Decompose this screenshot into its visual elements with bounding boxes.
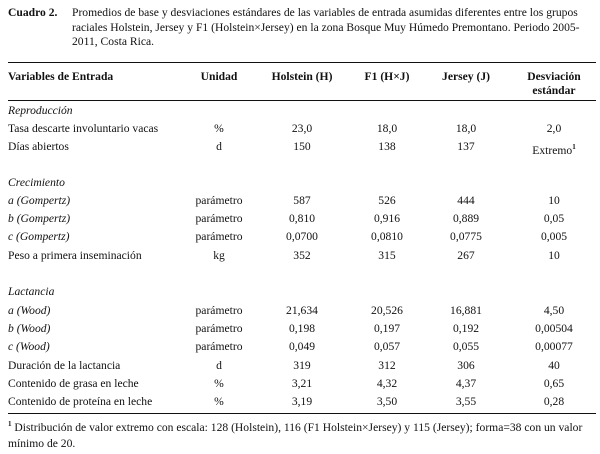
row-var: Tasa descarte involuntario vacas bbox=[8, 122, 159, 135]
row-sd: 0,00077 bbox=[535, 340, 573, 353]
header-estandar: estándar bbox=[532, 84, 576, 97]
row-jersey: 16,881 bbox=[450, 304, 482, 317]
row-var: c (Gompertz) bbox=[8, 230, 70, 243]
header-f1: F1 (H×J) bbox=[364, 70, 410, 83]
bottom-rule bbox=[8, 413, 596, 414]
row-sd bbox=[532, 140, 575, 158]
row-unit: parámetro bbox=[195, 340, 243, 353]
row-f1: 18,0 bbox=[376, 122, 398, 135]
row-jersey: 0,055 bbox=[452, 340, 480, 353]
row-f1: 0,0810 bbox=[371, 230, 403, 243]
row-holstein: 587 bbox=[293, 194, 311, 207]
row-f1: 312 bbox=[378, 359, 396, 372]
row-sd: 0,28 bbox=[543, 395, 565, 408]
row-f1: 526 bbox=[378, 194, 396, 207]
row-jersey: 18,0 bbox=[455, 122, 477, 135]
row-f1: 20,526 bbox=[371, 304, 403, 317]
row-sd: 4,50 bbox=[543, 304, 565, 317]
row-unit: parámetro bbox=[195, 304, 243, 317]
row-sd: 10 bbox=[548, 249, 560, 262]
row-f1: 0,916 bbox=[373, 212, 401, 225]
row-unit: % bbox=[214, 395, 224, 408]
caption-text: Promedios de base y desviaciones estándares de las variables de entrada asumidas diferentes entre los grupos raciales Holstein, Jersey y F1 (Holstein×Jersey) en la zona Bosque Muy Húmedo Premontano. Periodo 2005-2011, Costa Rica. bbox=[72, 6, 580, 48]
top-rule bbox=[8, 62, 596, 63]
row-var: Contenido de proteína en leche bbox=[8, 395, 153, 408]
table-caption bbox=[8, 6, 596, 50]
row-sd: 0,05 bbox=[543, 212, 565, 225]
header-rule bbox=[8, 100, 596, 101]
footnote-marker: 1 bbox=[572, 143, 576, 151]
row-unit: kg bbox=[213, 249, 225, 262]
header-jersey: Jersey (J) bbox=[442, 70, 490, 83]
row-var: c (Wood) bbox=[8, 340, 50, 353]
row-f1: 4,32 bbox=[376, 377, 398, 390]
row-holstein: 319 bbox=[293, 359, 311, 372]
row-holstein: 0,049 bbox=[288, 340, 316, 353]
row-jersey: 137 bbox=[457, 140, 475, 153]
row-var: Peso a primera inseminación bbox=[8, 249, 142, 262]
row-holstein: 3,21 bbox=[291, 377, 313, 390]
row-holstein: 0,810 bbox=[288, 212, 316, 225]
header-desviacion: Desviación bbox=[527, 70, 581, 83]
row-var: a (Gompertz) bbox=[8, 194, 71, 207]
row-sd: 0,005 bbox=[540, 230, 568, 243]
row-jersey: 3,55 bbox=[455, 395, 477, 408]
row-jersey: 306 bbox=[457, 359, 475, 372]
row-unit: d bbox=[216, 140, 222, 153]
section-reproduccion: Reproducción bbox=[8, 104, 73, 117]
row-sd: 40 bbox=[548, 359, 560, 372]
row-jersey: 0,192 bbox=[452, 322, 480, 335]
row-sd: 0,00504 bbox=[535, 322, 573, 335]
section-lactancia: Lactancia bbox=[8, 285, 55, 298]
row-unit: parámetro bbox=[195, 230, 243, 243]
row-f1: 138 bbox=[378, 140, 396, 153]
row-holstein: 3,19 bbox=[291, 395, 313, 408]
row-var: Contenido de grasa en leche bbox=[8, 377, 139, 390]
row-var: Duración de la lactancia bbox=[8, 359, 121, 372]
row-var: Días abiertos bbox=[8, 140, 69, 153]
row-jersey: 0,0775 bbox=[450, 230, 482, 243]
row-jersey: 0,889 bbox=[452, 212, 480, 225]
row-jersey: 267 bbox=[457, 249, 475, 262]
sd-extremo: Extremo bbox=[532, 143, 573, 157]
row-unit: parámetro bbox=[195, 212, 243, 225]
row-jersey: 444 bbox=[457, 194, 475, 207]
row-unit: d bbox=[216, 359, 222, 372]
header-variables: Variables de Entrada bbox=[8, 70, 114, 83]
row-unit: % bbox=[214, 377, 224, 390]
row-sd: 0,65 bbox=[543, 377, 565, 390]
row-jersey: 4,37 bbox=[455, 377, 477, 390]
header-unidad: Unidad bbox=[200, 70, 238, 83]
footnote-text: Distribución de valor extremo con escala: 128 (Holstein), 116 (F1 Holstein×Jersey) y 115 (Jersey); forma=38 con un valor mínimo de 20. bbox=[8, 420, 583, 450]
footnote-number: 1 bbox=[8, 420, 12, 428]
row-holstein: 21,634 bbox=[286, 304, 318, 317]
row-unit: parámetro bbox=[195, 194, 243, 207]
footnote bbox=[8, 416, 596, 452]
row-holstein: 0,0700 bbox=[286, 230, 318, 243]
header-holstein: Holstein (H) bbox=[271, 70, 333, 83]
row-holstein: 0,198 bbox=[288, 322, 316, 335]
row-var: b (Gompertz) bbox=[8, 212, 71, 225]
row-holstein: 23,0 bbox=[291, 122, 313, 135]
row-unit: % bbox=[214, 122, 224, 135]
section-crecimiento: Crecimiento bbox=[8, 176, 65, 189]
caption-label: Cuadro 2. bbox=[8, 6, 58, 19]
row-holstein: 150 bbox=[293, 140, 311, 153]
row-f1: 0,197 bbox=[373, 322, 401, 335]
row-sd: 2,0 bbox=[546, 122, 562, 135]
row-holstein: 352 bbox=[293, 249, 311, 262]
row-f1: 315 bbox=[378, 249, 396, 262]
row-var: a (Wood) bbox=[8, 304, 51, 317]
row-var: b (Wood) bbox=[8, 322, 51, 335]
row-f1: 3,50 bbox=[376, 395, 398, 408]
row-f1: 0,057 bbox=[373, 340, 401, 353]
row-unit: parámetro bbox=[195, 322, 243, 335]
row-sd: 10 bbox=[548, 194, 560, 207]
